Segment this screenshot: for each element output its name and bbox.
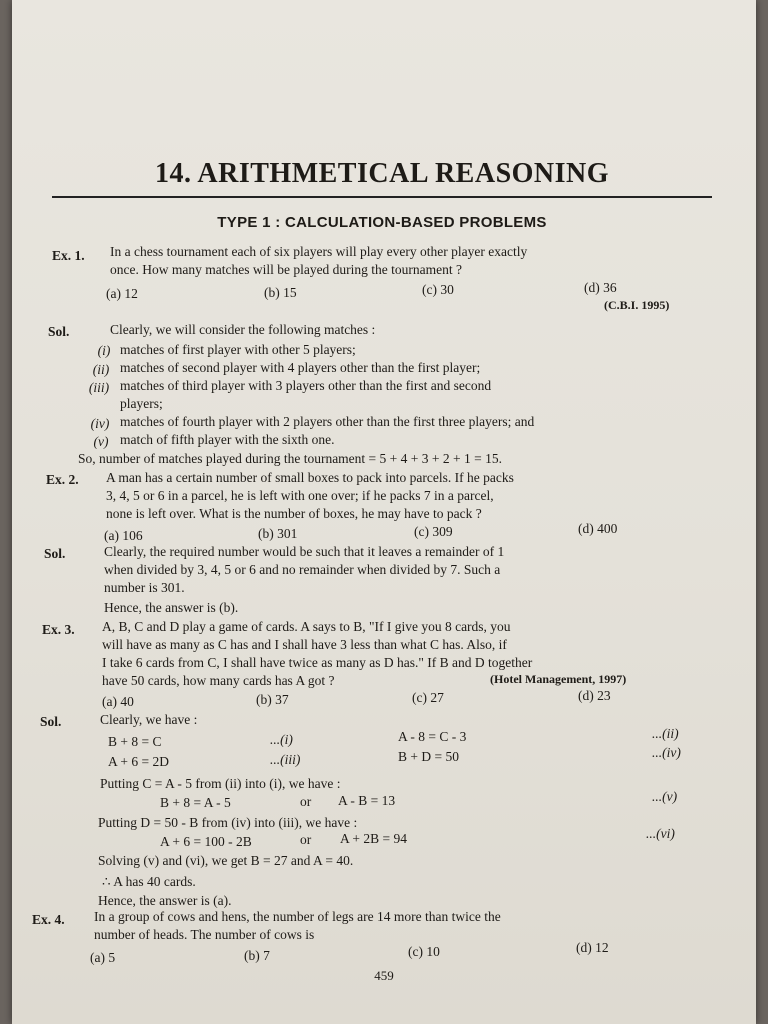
ex1-option-d: (d) 36	[584, 280, 617, 295]
sol3-putting-2-eq-b: A + 2B = 94	[340, 831, 407, 846]
sol1-item-text: match of fifth player with the sixth one.	[120, 432, 335, 447]
sol2-line-1: Clearly, the required number would be such that it leaves a remainder of 1	[104, 544, 505, 559]
sol2-label: Sol.	[44, 546, 66, 561]
ex3-option-a: (a) 40	[102, 694, 134, 709]
sol3-eq-3-tag: ...(iii)	[270, 752, 301, 767]
ex3-line-4: have 50 cards, how many cards has A got ?	[102, 673, 335, 688]
sol1-item-text: matches of first player with other 5 players;	[120, 342, 356, 357]
sol3-putting-1: Putting C = A - 5 from (ii) into (i), we have :	[100, 776, 341, 791]
sol3-answer: Hence, the answer is (a).	[98, 893, 232, 908]
sol1-intro: Clearly, we will consider the following matches :	[110, 322, 376, 337]
book-page	[12, 0, 756, 1024]
ex1-option-a: (a) 12	[106, 286, 138, 301]
ex3-option-b: (b) 37	[256, 692, 289, 707]
sol3-putting-2-or: or	[300, 832, 312, 847]
sol3-putting-1-eq-b: A - B = 13	[338, 793, 396, 808]
ex3-line-2: will have as many as C has and I shall have 3 less than what C has. Also, if	[102, 637, 507, 652]
sol2-line-2: when divided by 3, 4, 5 or 6 and no remainder when divided by 7. Such a	[104, 562, 501, 577]
ex3-option-d: (d) 23	[578, 688, 611, 703]
sol3-putting-2-tag: ...(vi)	[646, 826, 675, 841]
sol2-line-3: number is 301.	[104, 580, 185, 595]
sol1-item-num: (iv)	[90, 416, 110, 431]
sol3-putting-2-eq-a: A + 6 = 100 - 2B	[160, 834, 252, 849]
sol1-item-num: (iii)	[88, 380, 110, 395]
ex4-line-2: number of heads. The number of cows is	[94, 927, 315, 942]
sol3-eq-1-tag: ...(i)	[270, 732, 293, 747]
chapter-title: 14. ARITHMETICAL REASONING	[154, 158, 610, 189]
ex3-line-1: A, B, C and D play a game of cards. A says to B, "If I give you 8 cards, you	[102, 619, 511, 634]
sol1-label: Sol.	[48, 324, 70, 339]
ex1-source: (C.B.I. 1995)	[604, 298, 670, 312]
sol1-item-num: (v)	[93, 434, 109, 449]
page-number: 459	[374, 968, 394, 983]
sol3-putting-1-tag: ...(v)	[652, 789, 678, 804]
sol2-line-4: Hence, the answer is (b).	[104, 600, 239, 615]
sol3-putting-2: Putting D = 50 - B from (iv) into (iii), we have :	[98, 815, 358, 830]
ex4-option-b: (b) 7	[244, 948, 270, 963]
ex3-label: Ex. 3.	[42, 622, 75, 637]
title-rule	[52, 196, 712, 198]
sol1-item-text: matches of third player with 3 players other than the first and second	[120, 378, 492, 393]
ex3-option-c: (c) 27	[412, 690, 444, 705]
ex2-option-b: (b) 301	[258, 526, 298, 541]
sol3-eq-1: B + 8 = C	[108, 734, 162, 749]
ex2-option-c: (c) 309	[414, 524, 453, 539]
sol3-therefore: ∴ A has 40 cards.	[102, 874, 196, 889]
ex2-line-3: none is left over. What is the number of boxes, he may have to pack ?	[106, 506, 482, 521]
ex2-option-a: (a) 106	[104, 528, 143, 543]
sol1-item-num: (i)	[97, 343, 111, 358]
sol1-item-num: (ii)	[92, 362, 110, 377]
sol1-item-text: matches of second player with 4 players other than the first player;	[120, 360, 481, 375]
sol3-eq-4: B + D = 50	[398, 749, 459, 764]
ex3-line-3: I take 6 cards from C, I shall have twice as many as D has." If B and D together	[102, 655, 533, 670]
ex4-option-c: (c) 10	[408, 944, 440, 959]
ex2-line-1: A man has a certain number of small boxes to pack into parcels. If he packs	[106, 470, 514, 485]
ex4-option-a: (a) 5	[90, 950, 116, 965]
sol3-intro: Clearly, we have :	[100, 712, 198, 727]
ex1-label: Ex. 1.	[52, 248, 85, 263]
section-title: TYPE 1 : CALCULATION-BASED PROBLEMS	[217, 214, 547, 231]
ex2-option-d: (d) 400	[578, 521, 618, 536]
ex1-option-b: (b) 15	[264, 285, 297, 300]
ex4-label: Ex. 4.	[32, 912, 65, 927]
sol3-eq-4-tag: ...(iv)	[652, 745, 681, 760]
sol3-putting-1-or: or	[300, 794, 312, 809]
sol3-eq-3: A + 6 = 2D	[108, 754, 169, 769]
ex3-source: (Hotel Management, 1997)	[490, 672, 627, 686]
ex2-label: Ex. 2.	[46, 472, 79, 487]
sol1-conclusion: So, number of matches played during the tournament = 5 + 4 + 3 + 2 + 1 = 15.	[78, 451, 502, 466]
ex1-line-2: once. How many matches will be played during the tournament ?	[110, 262, 463, 277]
sol1-item-text: matches of fourth player with 2 players other than the first three players; and	[120, 414, 535, 429]
sol1-item-text: players;	[120, 396, 163, 411]
sol3-putting-1-eq-a: B + 8 = A - 5	[160, 795, 231, 810]
ex4-option-d: (d) 12	[576, 940, 609, 955]
sol3-eq-2: A - 8 = C - 3	[398, 729, 467, 744]
ex2-line-2: 3, 4, 5 or 6 in a parcel, he is left with one over; if he packs 7 in a parcel,	[106, 488, 494, 503]
sol3-label: Sol.	[40, 714, 62, 729]
ex1-line-1: In a chess tournament each of six players will play every other player exactly	[110, 244, 528, 259]
ex1-option-c: (c) 30	[422, 282, 454, 297]
ex4-line-1: In a group of cows and hens, the number of legs are 14 more than twice the	[94, 909, 501, 924]
sol3-eq-2-tag: ...(ii)	[652, 726, 679, 741]
sol3-solving: Solving (v) and (vi), we get B = 27 and A = 40.	[98, 853, 354, 868]
